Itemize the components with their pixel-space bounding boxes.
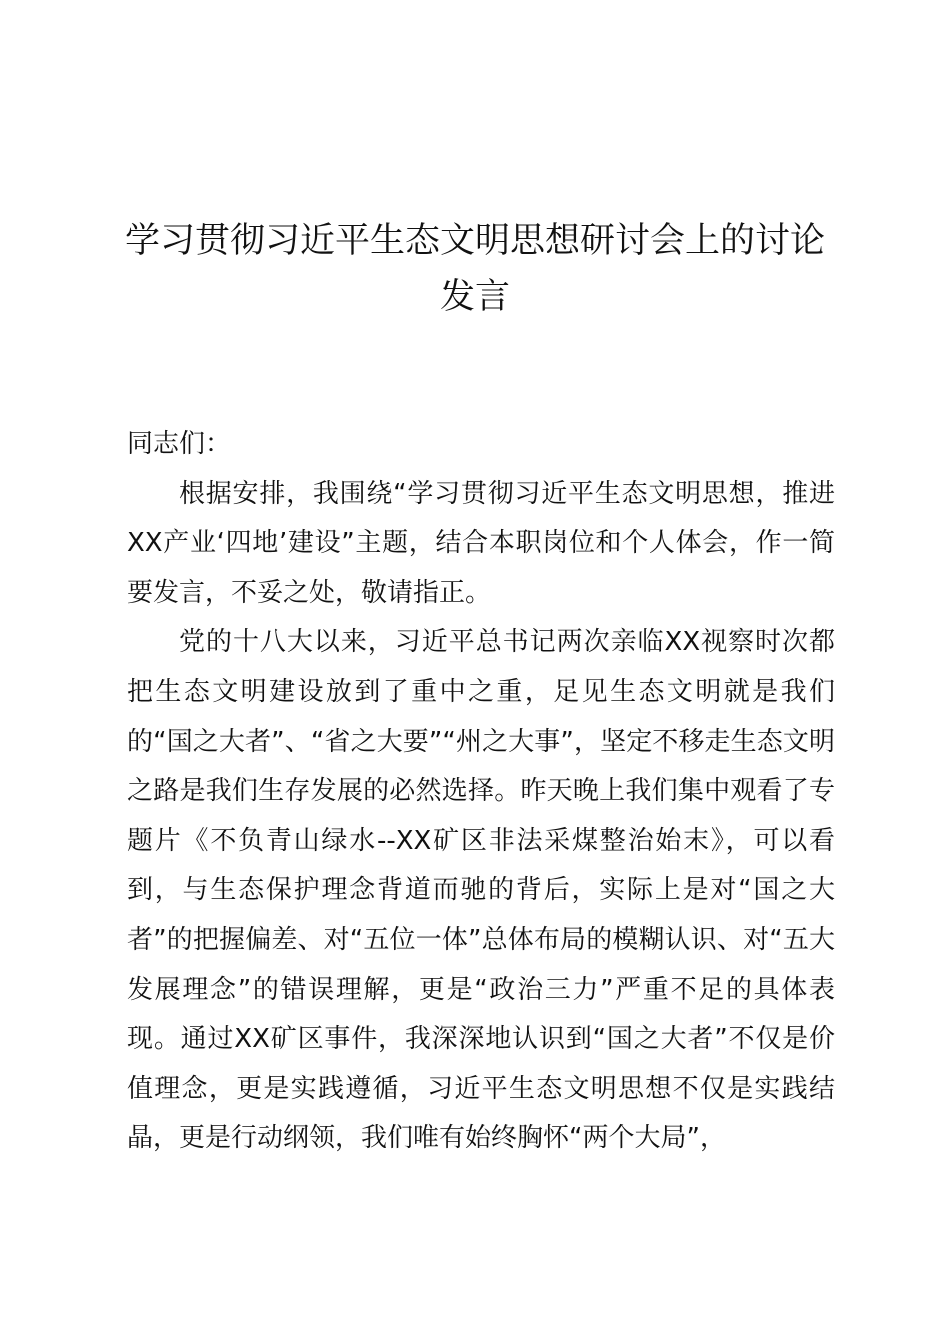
paragraph-1: 根据安排，我围绕“学习贯彻习近平生态文明思想，推进XX产业‘四地’建设”主题，结合本职岗位和个人体会，作一简要发言，不妥之处，敬请指正。: [127, 478, 835, 608]
document-title: 学习贯彻习近平生态文明思想研讨会上的讨论发言: [124, 221, 825, 317]
salutation: 同志们：: [127, 429, 232, 459]
document-body: [127, 420, 835, 1164]
paragraph-2: 党的十八大以来，习近平总书记两次亲临XX视察时次都把生态文明建设放到了重中之重，足见生态文明就是我们的“国之大者”、“省之大要”“州之大事”，坚定不移走生态文明之路是我们生存发展的必然选择。昨天晚上我们集中观看了专题片《不负青山绿水--XX矿区非法采煤整治始末》，可以看到，与生态保护理念背道而驰的背后，实际上是对“国之大者”的把握偏差、对“五位一体”总体布局的模糊认识、对“五大发展理念”的错误理解，更是“政治三力”严重不足的具体表现。通过XX矿区事件，我深深地认识到“国之大者”不仅是价值理念，更是实践遵循，习近平生态文明思想不仅是实践结晶，更是行动纲领，我们唯有始终胸怀“两个大局”，: [127, 627, 835, 1154]
